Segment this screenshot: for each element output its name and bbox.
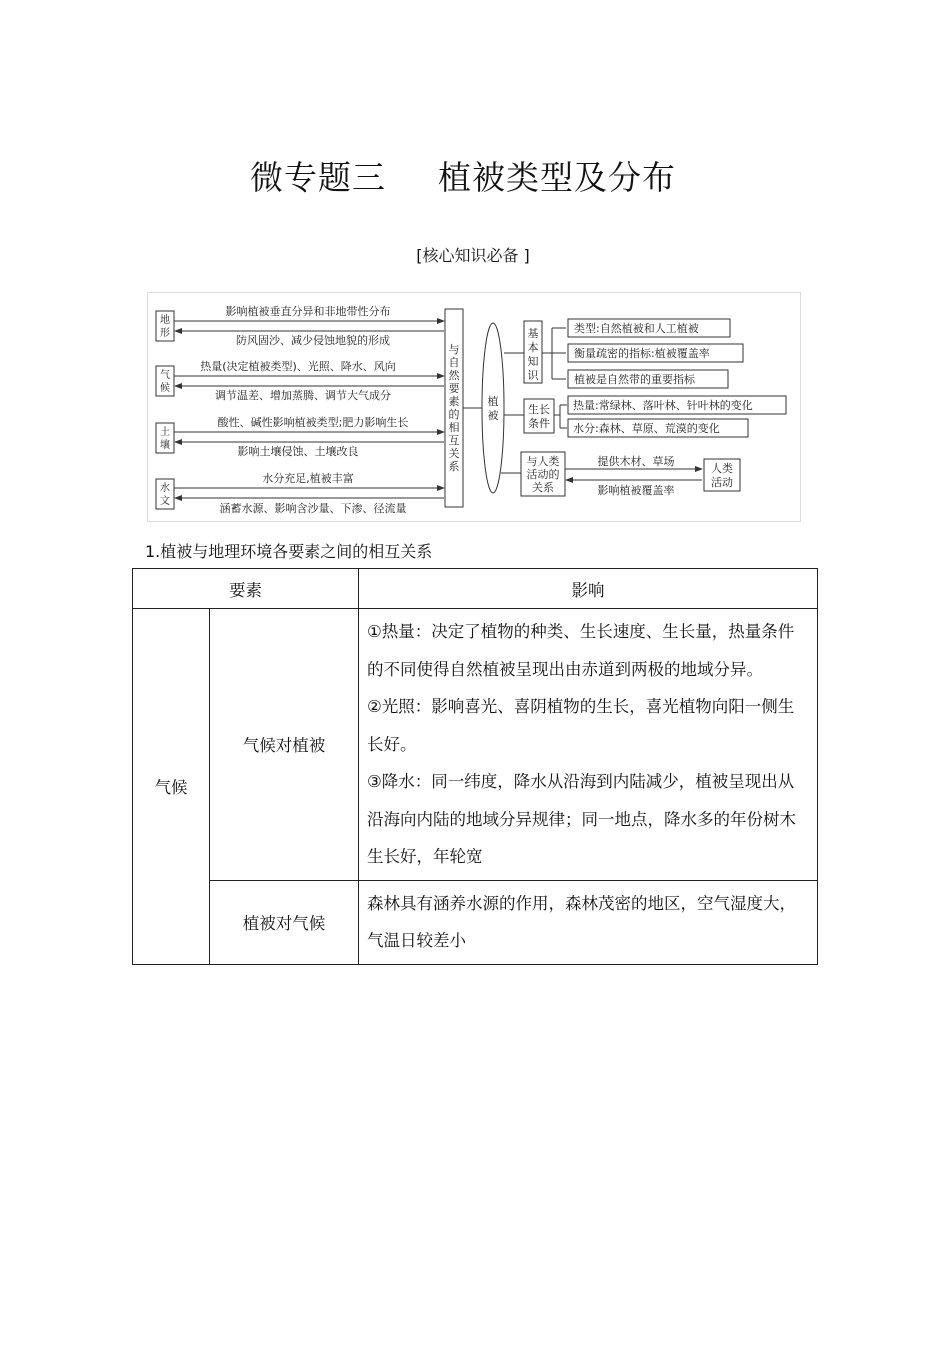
growth-line1: 生长 — [528, 403, 550, 416]
factor-hydrology-line1: 水 — [160, 483, 170, 494]
vertical-char: 要 — [448, 382, 460, 395]
category-cell: 气候 — [133, 609, 210, 965]
vertical-char: 相 — [448, 421, 460, 434]
basic-item-3: 植被是自然带的重要指标 — [574, 373, 695, 386]
vertical-char: 与 — [448, 343, 460, 356]
center-ellipse — [482, 323, 504, 493]
growth-item-1: 热量:常绿林、落叶林、针叶林的变化 — [573, 399, 753, 412]
growth-item-2: 水分:森林、草原、荒漠的变化 — [573, 422, 720, 435]
human-line2: 活动的 — [526, 468, 560, 481]
relations-table — [132, 568, 818, 965]
title-right: 植被类型及分布 — [438, 158, 676, 197]
factor-soil-line2: 壤 — [160, 440, 170, 451]
target-line2: 活动 — [711, 476, 733, 489]
arrow-label-7: 水分充足,植被丰富 — [262, 472, 354, 485]
target-line1: 人类 — [711, 462, 733, 475]
arrow-label-1: 影响植被垂直分异和非地带性分布 — [225, 305, 391, 318]
factor-climate-line1: 气 — [160, 370, 170, 381]
vertical-char: 素 — [448, 395, 460, 408]
vertical-char: 然 — [448, 369, 460, 382]
human-arrow-bottom-label: 影响植被覆盖率 — [597, 484, 675, 497]
vertical-char: 基 — [527, 327, 539, 340]
influence-paragraph: 森林具有涵养水源的作用，森林茂密的地区，空气湿度大，气温日较差小 — [367, 893, 796, 950]
arrow-label-2: 防风固沙、减少侵蚀地貌的形成 — [236, 334, 390, 347]
arrow-label-6: 影响土壤侵蚀、土壤改良 — [237, 445, 359, 458]
growth-line2: 条件 — [528, 417, 550, 430]
subtitle: [核心知识必备 ] — [416, 246, 530, 265]
human-line3: 关系 — [532, 481, 554, 494]
vertical-char: 识 — [527, 369, 539, 382]
factor-hydrology-line2: 文 — [160, 496, 170, 507]
table-row — [133, 609, 818, 881]
factor-climate-line2: 候 — [160, 383, 170, 394]
relation-label — [449, 342, 461, 473]
vertical-char: 互 — [448, 434, 460, 447]
influence-paragraph: ③降水：同一纬度，降水从沿海到内陆减少，植被呈现出从沿海向内陆的地域分异规律；同一地点，降水多的年份树木生长好，年轮宽 — [367, 772, 796, 866]
sub-category-cell: 气候对植被 — [210, 609, 359, 881]
arrow-label-4: 调节温差、增加蒸腾、调节大气成分 — [215, 389, 391, 402]
vertical-char: 系 — [448, 460, 460, 473]
table-header-row — [133, 569, 818, 609]
influence-cell — [359, 880, 818, 964]
influence-paragraph: ①热量：决定了植物的种类、生长速度、生长量，热量条件的不同使得自然植被呈现出由赤道到两极的地域分异。 — [367, 622, 795, 679]
factor-soil-line1: 土 — [160, 427, 170, 438]
arrow-label-8: 涵蓄水源、影响含沙量、下渗、径流量 — [219, 502, 407, 515]
title-left: 微专题三 — [250, 158, 386, 197]
sub-category-cell: 植被对气候 — [210, 880, 359, 964]
arrow-label-5: 酸性、碱性影响植被类型;肥力影响生长 — [217, 416, 409, 429]
center-line1: 植 — [487, 395, 499, 408]
section-heading: 1.植被与地理环境各要素之间的相互关系 — [145, 542, 433, 561]
influence-paragraph: ②光照：影响喜光、喜阴植物的生长，喜光植物向阳一侧生长好。 — [367, 697, 795, 754]
header-elements: 要素 — [133, 569, 359, 609]
concept-diagram — [147, 292, 801, 522]
center-line2: 被 — [487, 409, 499, 422]
vertical-char: 知 — [527, 355, 539, 368]
vertical-char: 本 — [527, 341, 539, 354]
influence-cell — [359, 609, 818, 881]
vertical-char: 自 — [448, 356, 460, 369]
table-row — [133, 880, 818, 964]
header-influence: 影响 — [359, 569, 818, 609]
arrow-label-3: 热量(决定植被类型)、光照、降水、风向 — [200, 360, 396, 373]
vertical-char: 关 — [448, 447, 460, 460]
factor-terrain-line2: 形 — [160, 328, 170, 339]
human-line1: 与人类 — [526, 455, 560, 468]
factor-terrain-line1: 地 — [160, 315, 170, 326]
page-title — [0, 152, 926, 199]
human-arrow-top-label: 提供木材、草场 — [597, 455, 675, 468]
vertical-char: 的 — [448, 408, 460, 421]
basic-item-2: 衡量疏密的指标:植被覆盖率 — [574, 347, 710, 360]
basic-item-1: 类型:自然植被和人工植被 — [574, 322, 699, 335]
